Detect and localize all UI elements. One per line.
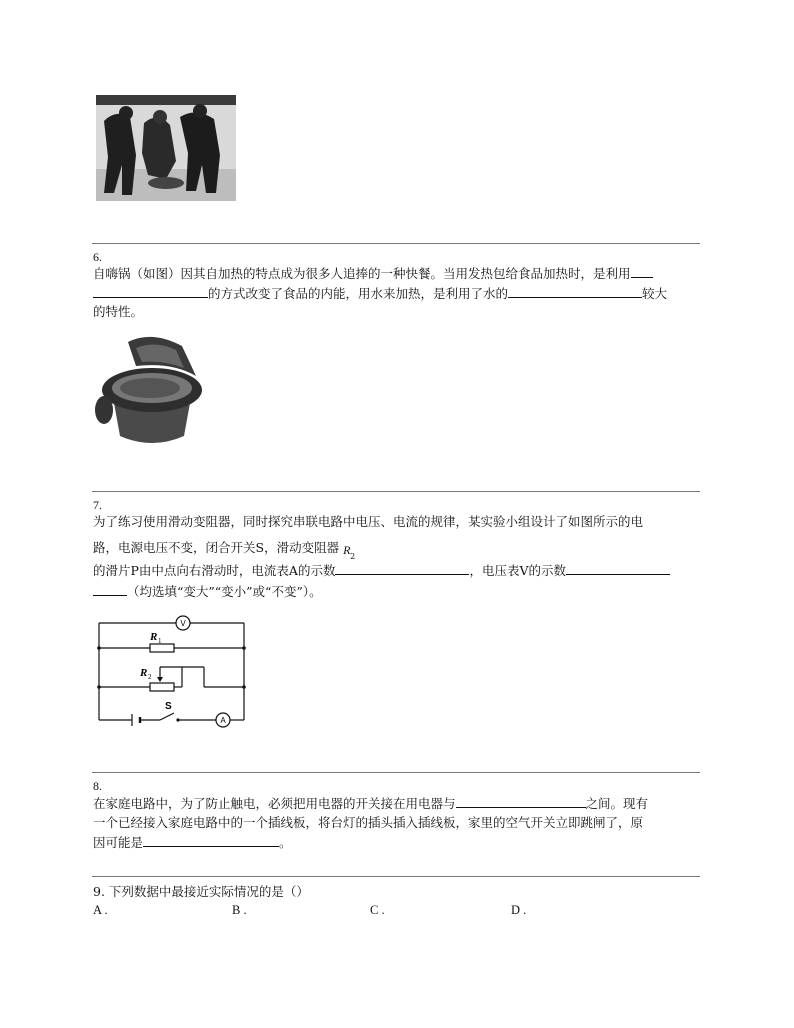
option-a[interactable]: A .	[93, 903, 108, 917]
circuit-diagram	[94, 615, 254, 725]
question-text: 路，电源电压不变，闭合开关S，滑动变阻器 R 2	[93, 540, 356, 561]
ammeter-label: A	[220, 716, 226, 725]
question-text: 自嗨锅（如图）因其自加热的特点成为很多人追捧的一种快餐。当用发热包给食品加热时，是利用	[93, 265, 653, 282]
question-text: 因可能是 。	[93, 835, 292, 850]
photo-self-heating-pot	[92, 332, 212, 448]
question-text: 的方式改变了食品的内能，用水来加热，是利用了水的 较大	[93, 285, 667, 302]
answer-blank[interactable]	[93, 583, 127, 596]
r1-label: R	[150, 631, 158, 643]
question-text: （均选填“变大”“变小”或“不变”）。	[93, 583, 322, 600]
option-b[interactable]: B .	[232, 903, 247, 917]
question-text: 的特性。	[93, 304, 144, 319]
separator-rule	[92, 491, 700, 492]
answer-blank[interactable]	[631, 265, 653, 278]
answer-blank[interactable]	[508, 285, 642, 298]
r2-subscript: 2	[148, 673, 152, 681]
answer-blank[interactable]	[456, 795, 586, 808]
question-text: 为了练习使用滑动变阻器，同时探究串联电路中电压、电流的规律，某实验小组设计了如图所示的电	[93, 514, 644, 529]
separator-rule	[92, 876, 700, 877]
voltmeter-label: V	[180, 619, 186, 628]
answer-blank[interactable]	[566, 562, 670, 575]
separator-rule	[92, 772, 700, 773]
r2-symbol: R	[343, 543, 351, 557]
switch-label: S	[165, 701, 172, 712]
r2-label: R	[140, 667, 148, 679]
answer-blank[interactable]	[143, 834, 279, 847]
question-number: 8.	[93, 779, 102, 793]
question-number: 6.	[93, 250, 102, 264]
question-text: 9. 下列数据中最接近实际情况的是（）	[93, 884, 309, 899]
answer-blank[interactable]	[93, 285, 208, 298]
question-text: 的滑片P由中点向右滑动时，电流表A的示数 ，电压表V的示数	[93, 562, 670, 579]
answer-blank[interactable]	[335, 562, 469, 575]
question-number: 7.	[93, 498, 102, 512]
question-text: 一个已经接入家庭电路中的一个插线板，将台灯的插头插入插线板，家里的空气开关立即跳闸了，原	[93, 815, 644, 830]
separator-rule	[92, 243, 700, 244]
question-text: 在家庭电路中，为了防止触电，必须把用电器的开关接在用电器与 之间。现有	[93, 796, 649, 811]
option-c[interactable]: C .	[370, 903, 385, 917]
option-d[interactable]: D .	[511, 903, 527, 917]
photo-people-figure	[96, 95, 236, 201]
r1-subscript: 1	[158, 637, 162, 645]
